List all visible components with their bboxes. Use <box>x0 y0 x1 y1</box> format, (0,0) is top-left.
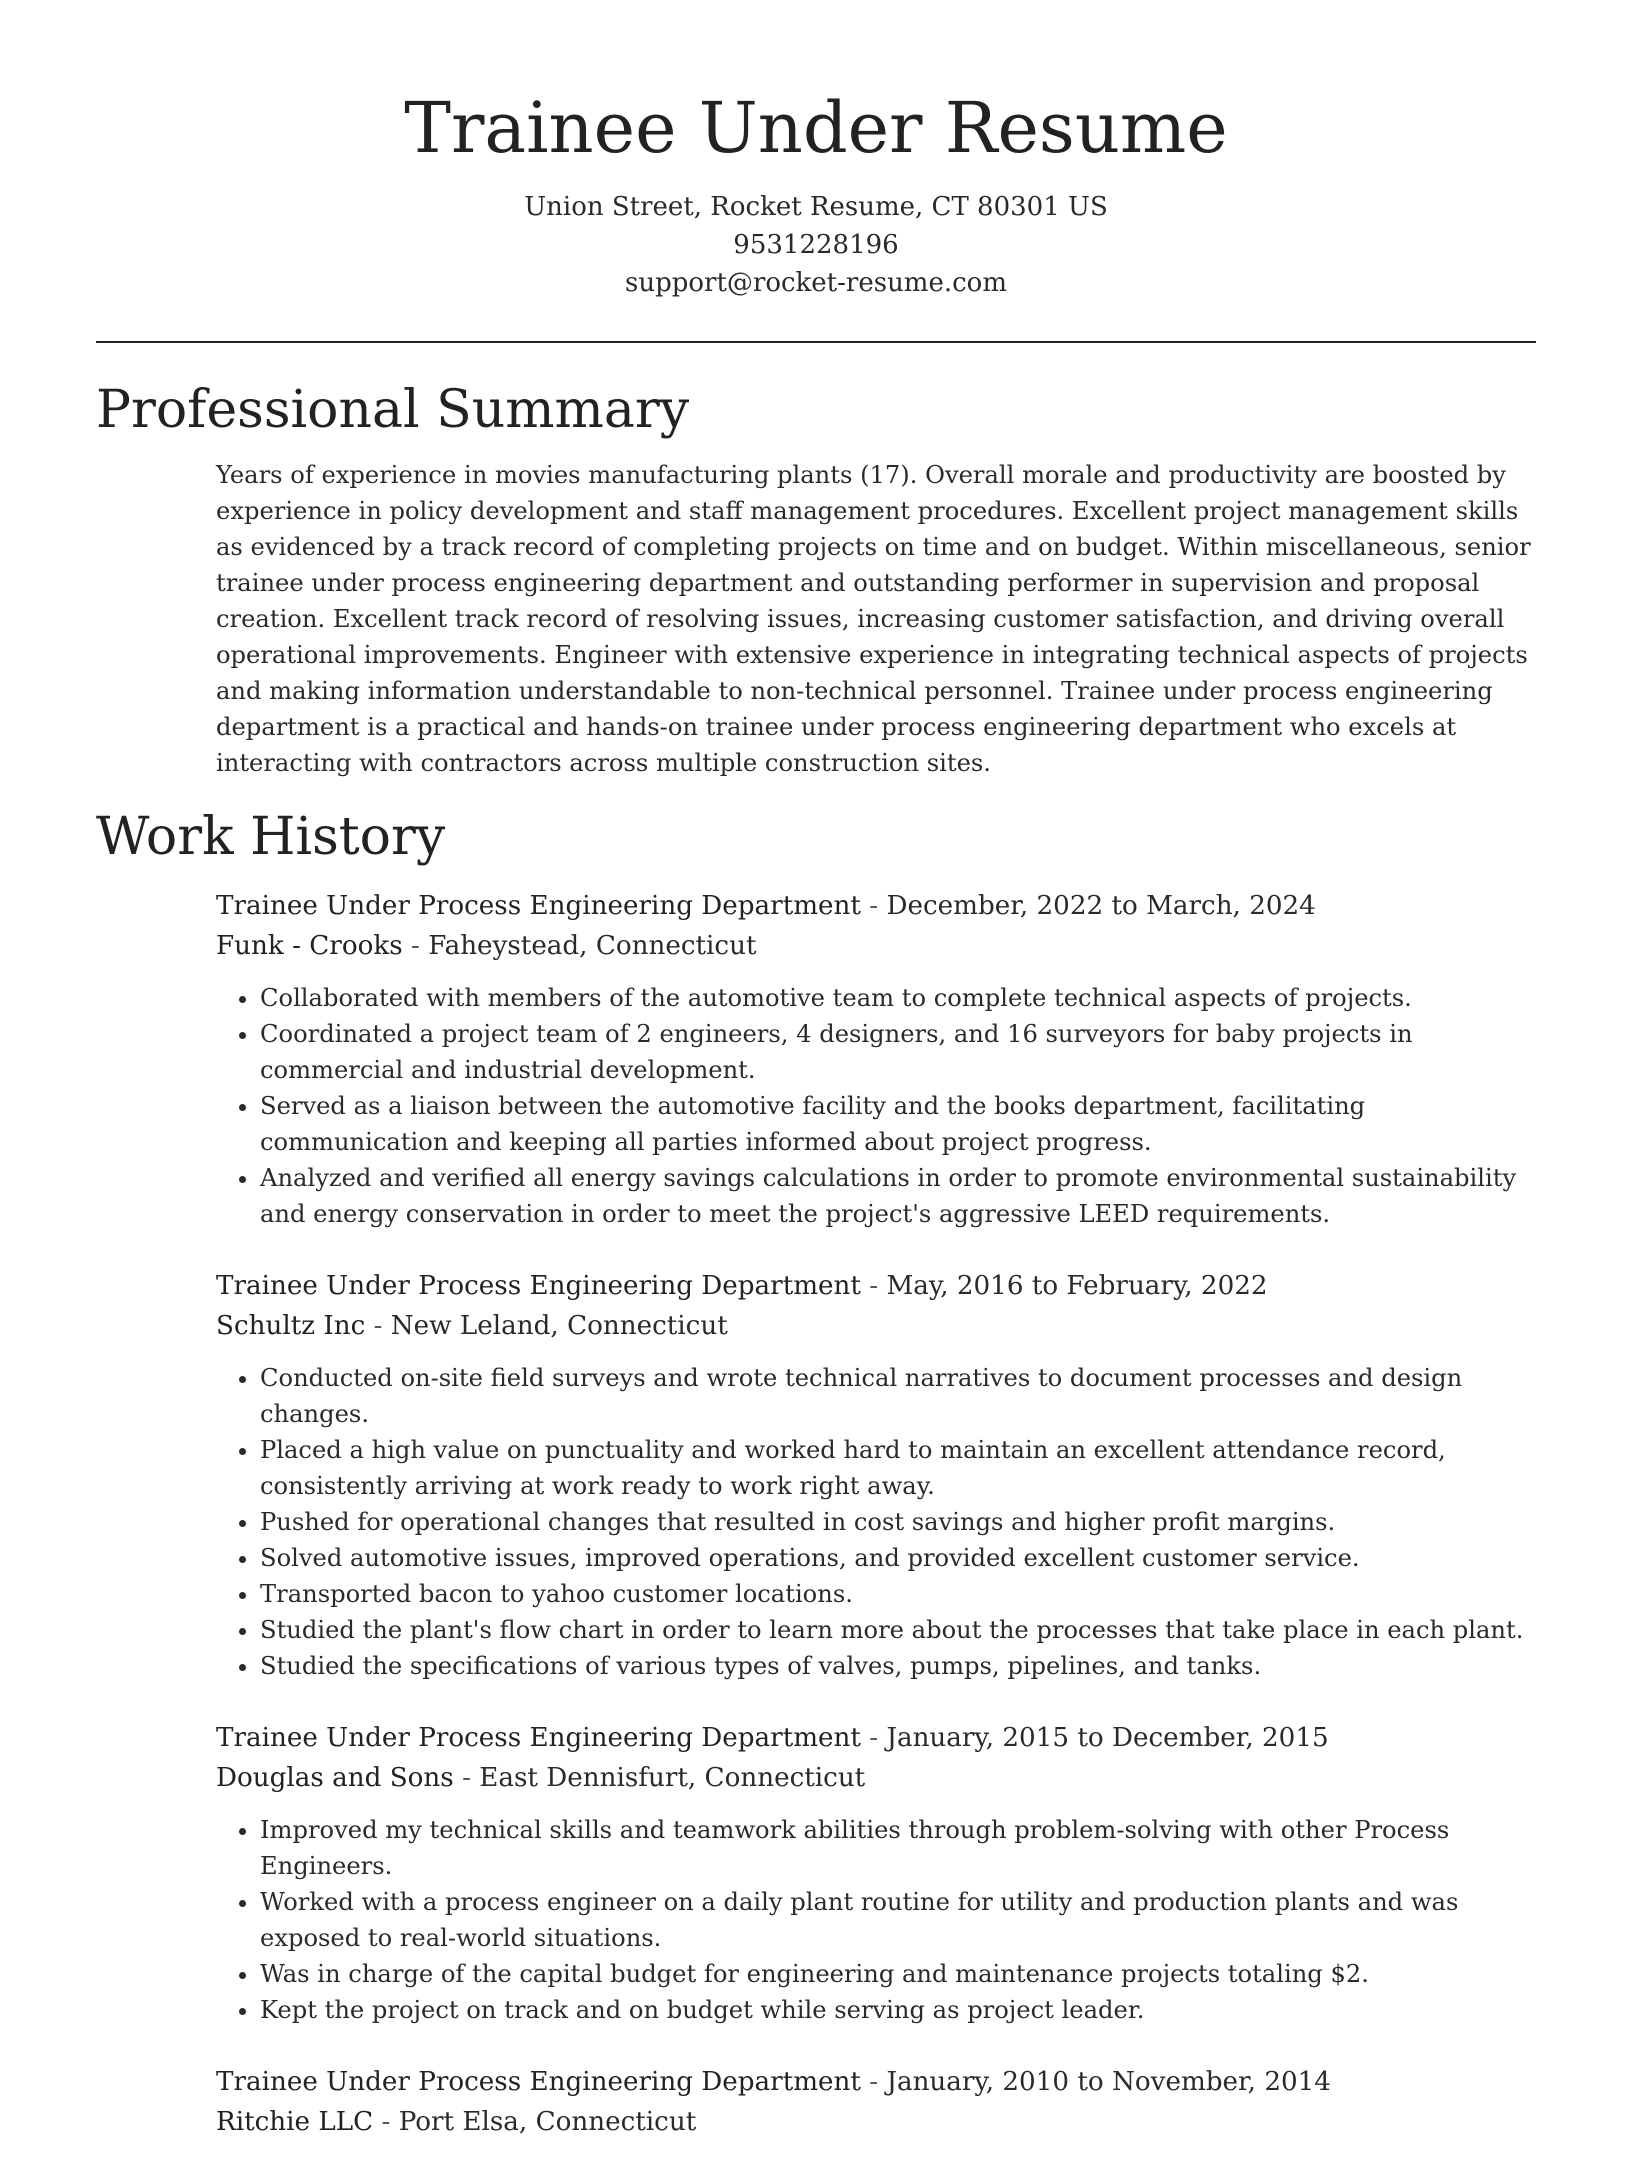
resume-title: Trainee Under Resume <box>404 87 1228 169</box>
job-entry <box>216 886 1546 1232</box>
summary-text: Years of experience in movies manufacturing plants (17). Overall morale and productivity are boosted by experience in policy development and staff management procedures. Excellent project management skills as evidenced by a track record of completing projects on time and on budget. Within miscellaneous, senior trainee under process engineering department and outstanding performer in supervision and proposal creation. Excellent track record of resolving issues, increasing customer satisfaction, and driving overall operational improvements. Engineer with extensive experience in integrating technical aspects of projects and making information understandable to non-technical personnel. Trainee under process engineering department is a practical and hands-on trainee under process engineering department who excels at interacting with contractors across multiple construction sites. <box>216 461 1531 777</box>
job-title: Trainee Under Process Engineering Department <box>216 2067 861 2097</box>
job-bullet: • Pushed for operational changes that resulted in cost savings and higher profit margins. <box>260 1504 1546 1540</box>
job-bullet: • Served as a liaison between the automotive facility and the books department, facilitating communication and keeping all parties informed about project progress. <box>260 1088 1546 1160</box>
summary-heading: Professional Summary <box>96 380 690 440</box>
job-bullet: • Studied the specifications of various types of valves, pumps, pipelines, and tanks. <box>260 1648 1546 1684</box>
job-bullet: • Placed a high value on punctuality and worked hard to maintain an excellent attendance record, consistently arriving at work ready to work right away. <box>260 1432 1546 1504</box>
job-bullet: • Collaborated with members of the automotive team to complete technical aspects of projects. <box>260 980 1546 1016</box>
separator: - <box>411 931 429 961</box>
job-bullets <box>216 1360 1546 1684</box>
job-company-line <box>216 1306 1546 1346</box>
job-company: Schultz Inc <box>216 1311 366 1341</box>
job-bullet: • Coordinated a project team of 2 engineers, 4 designers, and 16 surveyors for baby projects in commercial and industrial development. <box>260 1016 1546 1088</box>
job-company: Funk - Crooks <box>216 931 403 961</box>
job-bullet: • Conducted on-site field surveys and wrote technical narratives to document processes and design changes. <box>260 1360 1546 1432</box>
job-bullet: • Was in charge of the capital budget for engineering and maintenance projects totaling $2. <box>260 1956 1546 1992</box>
job-dates: May, 2016 to February, 2022 <box>886 1271 1268 1301</box>
job-dates: January, 2010 to November, 2014 <box>886 2067 1331 2097</box>
contact-block <box>0 188 1632 302</box>
header-divider <box>96 341 1536 343</box>
job-title-line <box>216 886 1546 926</box>
job-company-line <box>216 2102 1546 2142</box>
job-company-line <box>216 1758 1546 1798</box>
job-entry <box>216 1718 1546 2028</box>
separator: - <box>869 1723 887 1753</box>
job-bullet: • Analyzed and verified all energy savings calculations in order to promote environmental sustainability and energy conservation in order to meet the project's aggressive LEED requirements. <box>260 1160 1546 1232</box>
job-bullets <box>216 1812 1546 2028</box>
job-dates: December, 2022 to March, 2024 <box>886 891 1316 921</box>
job-bullet: • Solved automotive issues, improved operations, and provided excellent customer service. <box>260 1540 1546 1576</box>
job-location: Port Elsa, Connecticut <box>398 2107 697 2137</box>
job-title: Trainee Under Process Engineering Department <box>216 1723 861 1753</box>
separator: - <box>869 2067 887 2097</box>
job-company: Douglas and Sons <box>216 1763 454 1793</box>
separator: - <box>373 1311 391 1341</box>
job-location: Faheystead, Connecticut <box>428 931 757 961</box>
separator: - <box>869 891 887 921</box>
job-bullet: • Worked with a process engineer on a daily plant routine for utility and production plants and was exposed to real-world situations. <box>260 1884 1546 1956</box>
job-title-line <box>216 1266 1546 1306</box>
job-entry <box>216 2062 1546 2142</box>
job-entry <box>216 1266 1546 1684</box>
job-location: New Leland, Connecticut <box>390 1311 728 1341</box>
separator: - <box>381 2107 399 2137</box>
job-bullet: • Studied the plant's flow chart in order to learn more about the processes that take place in each plant. <box>260 1612 1546 1648</box>
job-company: Ritchie LLC <box>216 2107 374 2137</box>
job-title: Trainee Under Process Engineering Department <box>216 1271 861 1301</box>
job-dates: January, 2015 to December, 2015 <box>886 1723 1329 1753</box>
job-company-line <box>216 926 1546 966</box>
job-title: Trainee Under Process Engineering Department <box>216 891 861 921</box>
contact-email: support@rocket-resume.com <box>624 268 1007 298</box>
job-title-line <box>216 2062 1546 2102</box>
job-bullet: • Transported bacon to yahoo customer locations. <box>260 1576 1546 1612</box>
job-location: East Dennisfurt, Connecticut <box>479 1763 866 1793</box>
contact-address: Union Street, Rocket Resume, CT 80301 US <box>524 192 1108 222</box>
job-bullet: • Kept the project on track and on budget while serving as project leader. <box>260 1992 1546 2028</box>
separator: - <box>869 1271 887 1301</box>
resume-header <box>0 0 1632 302</box>
contact-phone: 9531228196 <box>733 230 899 260</box>
job-bullet: • Improved my technical skills and teamwork abilities through problem-solving with other Process Engineers. <box>260 1812 1546 1884</box>
job-title-line <box>216 1718 1546 1758</box>
work-history-heading: Work History <box>96 807 446 867</box>
job-bullets <box>216 980 1546 1232</box>
work-history-list <box>216 886 1546 2176</box>
separator: - <box>462 1763 480 1793</box>
